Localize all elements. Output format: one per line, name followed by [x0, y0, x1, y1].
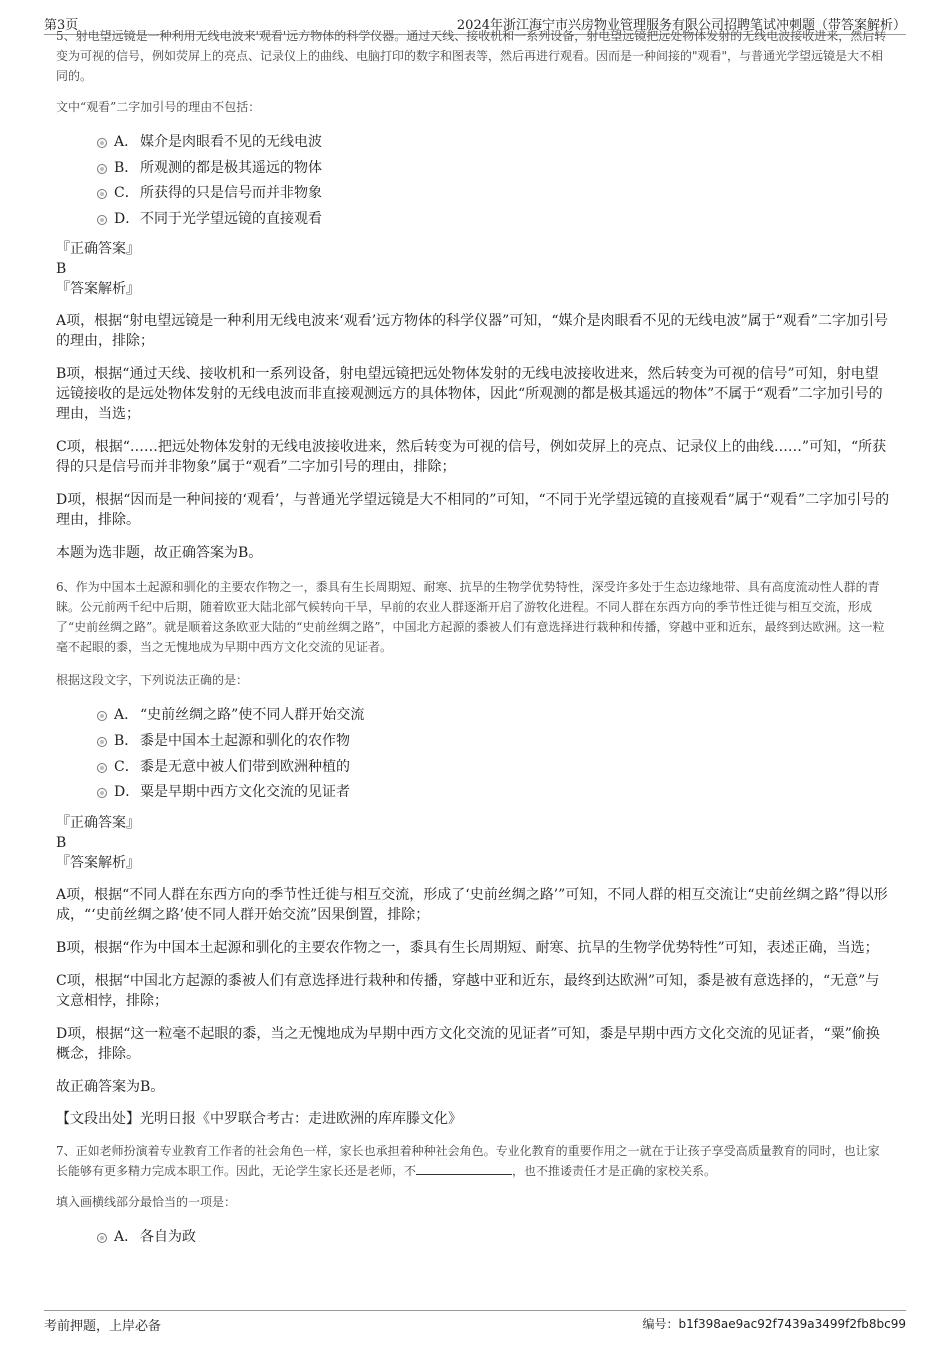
q6-analysis-b: B项，根据“作为中国本土起源和驯化的主要农作物之一，黍具有生长周期短、耐寒、抗旱的生物学优势特性”可知，表述正确，当选； — [56, 939, 879, 956]
q5-analysis-b: B项，根据“通过天线、接收机和一系列设备，射电望远镜把远处物体发射的无线电波接收进来，然后转变为可视的信号”可知，射电望远镜接收的是远处物体发射的无线电波而非直接观测远方的具体物体，因此“所观测的都是极其遥远的物体”不属于“观看”二字加引号的理由，当选； — [56, 366, 883, 423]
page-number: 第3页 — [44, 18, 79, 33]
q6-analysis-c: C项，根据“中国北方起源的黍被人们有意选择进行栽种和传播，穿越中亚和近东，最终到达欧洲”可知，黍是被有意选择的，“无意”与文意相悖，排除； — [56, 972, 880, 1009]
q6-source: 【文段出处】光明日报《中罗联合考古：走进欧洲的库库滕文化》 — [56, 1110, 462, 1127]
q5-answer-label: 『正确答案』 — [56, 241, 140, 258]
radio-icon[interactable] — [97, 189, 107, 199]
fill-blank — [416, 1162, 512, 1175]
q5-prompt: 文中“观看”二字加引号的理由不包括： — [56, 100, 261, 114]
q6-analysis-d: D项，根据“这一粒毫不起眼的黍，当之无愧地成为早期中西方文化交流的见证者”可知，黍是早期中西方文化交流的见证者，“粟”偷换概念，排除。 — [56, 1025, 880, 1062]
q5-passage: 5、射电望远镜是一种利用无线电波来'观看'远方物体的科学仪器。通过天线、接收机和一系列设备，射电望远镜把远处物体发射的无线电波接收进来，然后转变为可视的信号，例如荧屏上的亮点、记录仪上的曲线、电脑打印的数字和图表等，然后再进行观看。因而是一种间接的"观看"，与普通光学望远镜是大不相同的。 — [56, 29, 887, 83]
radio-icon[interactable] — [97, 164, 107, 174]
q6-prompt: 根据这段文字，下列说法正确的是： — [56, 673, 249, 688]
q6-option-c[interactable]: C．黍是无意中被人们带到欧洲种植的 — [56, 756, 890, 782]
q7-passage: 7、正如老师扮演着专业教育工作者的社会角色一样，家长也承担着种种社会角色。专业化教育的重要作用之一就在于让孩子享受高质量教育的同时，也让家长能够有更多精力完成本职工作。因此，无论学生家长还是老师，不 ，也不推诿责任才是正确的家校关系。 — [56, 1143, 880, 1178]
q6-analysis-label: 『答案解析』 — [56, 854, 140, 871]
radio-icon[interactable] — [97, 711, 107, 721]
q6-conclusion: 故正确答案为B。 — [56, 1078, 165, 1095]
q6-answer-label: 『正确答案』 — [56, 814, 140, 831]
radio-icon[interactable] — [97, 215, 107, 225]
q5-option-b[interactable]: B． 所观测的都是极其遥远的物体 — [56, 157, 890, 183]
radio-icon[interactable] — [97, 1233, 107, 1243]
q5-conclusion: 本题为选非题，故正确答案为B。 — [56, 545, 263, 562]
radio-icon[interactable] — [97, 737, 107, 747]
q5-option-a[interactable]: A． 媒介是肉眼看不见的无线电波 — [56, 131, 890, 157]
page-footer — [44, 1310, 906, 1333]
radio-icon[interactable] — [97, 138, 107, 148]
q7-options — [56, 1226, 890, 1252]
document-code: 编号：b1f398ae9ac92f7439a3499f2fb8bc99 — [642, 1317, 906, 1331]
q5-option-c[interactable]: C．所获得的只是信号而并非物象 — [56, 182, 890, 208]
q6-option-a[interactable]: A． “史前丝绸之路”使不同人群开始交流 — [56, 704, 890, 730]
q5-analysis-d: D项，根据“因而是一种间接的‘观看’，与普通光学望远镜是大不相同的”可知，“不同于光学望远镜的直接观看”属于“观看”二字加引号的理由，排除。 — [56, 492, 890, 529]
radio-icon[interactable] — [97, 763, 107, 773]
q5-analysis-a: A项，根据“射电望远镜是一种利用无线电波来‘观看’远方物体的科学仪器”可知，“媒介是肉眼看不见的无线电波”属于“观看”二字加引号的理由，排除； — [56, 313, 888, 350]
footer-slogan: 考前押题，上岸必备 — [44, 1319, 162, 1334]
q6-option-b[interactable]: B． 黍是中国本土起源和驯化的农作物 — [56, 730, 890, 756]
q6-answer: B — [56, 834, 67, 851]
q5-option-d[interactable]: D．不同于光学望远镜的直接观看 — [56, 208, 890, 234]
q5-analysis-label: 『答案解析』 — [56, 281, 140, 298]
q6-option-d[interactable]: D．粟是早期中西方文化交流的见证者 — [56, 781, 890, 807]
q5-options — [56, 131, 890, 233]
document-title: 2024年浙江海宁市兴房物业管理服务有限公司招聘笔试冲刺题（带答案解析） — [456, 18, 906, 33]
radio-icon[interactable] — [97, 788, 107, 798]
q6-options — [56, 704, 890, 806]
page-content — [56, 29, 890, 1251]
q5-analysis-c: C项，根据“……把远处物体发射的无线电波接收进来，然后转变为可视的信号，例如荧屏上的亮点、记录仪上的曲线……”可知，“所获得的只是信号而并非物象”属于“观看”二字加引号的理由，排除； — [56, 439, 887, 476]
q5-answer: B — [56, 261, 67, 278]
q6-passage: 6、作为中国本土起源和驯化的主要农作物之一，黍具有生长周期短、耐寒、抗旱的生物学优势特性，深受许多处于生态边缘地带、具有高度流动性人群的青睐。公元前两千纪中后期，随着欧亚大陆北部气候转向干旱，早前的农业人群逐渐开启了游牧化进程。不同人群在东西方向的季节性迁徙与相互交流，形成了“史前丝绸之路”。就是顺着这条欧亚大陆的“史前丝绸之路”，中国北方起源的黍被人们有意选择进行栽种和传播，穿越中亚和近东，最终到达欧洲。这一粒毫不起眼的黍，当之无愧地成为早期中西方文化交流的见证者。 — [56, 580, 885, 655]
q6-analysis-a: A项，根据“不同人群在东西方向的季节性迁徙与相互交流，形成了‘史前丝绸之路’”可知，不同人群的相互交流让“史前丝绸之路”得以形成，“‘史前丝绸之路’使不同人群开始交流”因果倒置，排除； — [56, 886, 888, 923]
q7-option-a[interactable]: A． 各自为政 — [56, 1226, 890, 1252]
q7-prompt: 填入画横线部分最恰当的一项是： — [56, 1194, 237, 1209]
